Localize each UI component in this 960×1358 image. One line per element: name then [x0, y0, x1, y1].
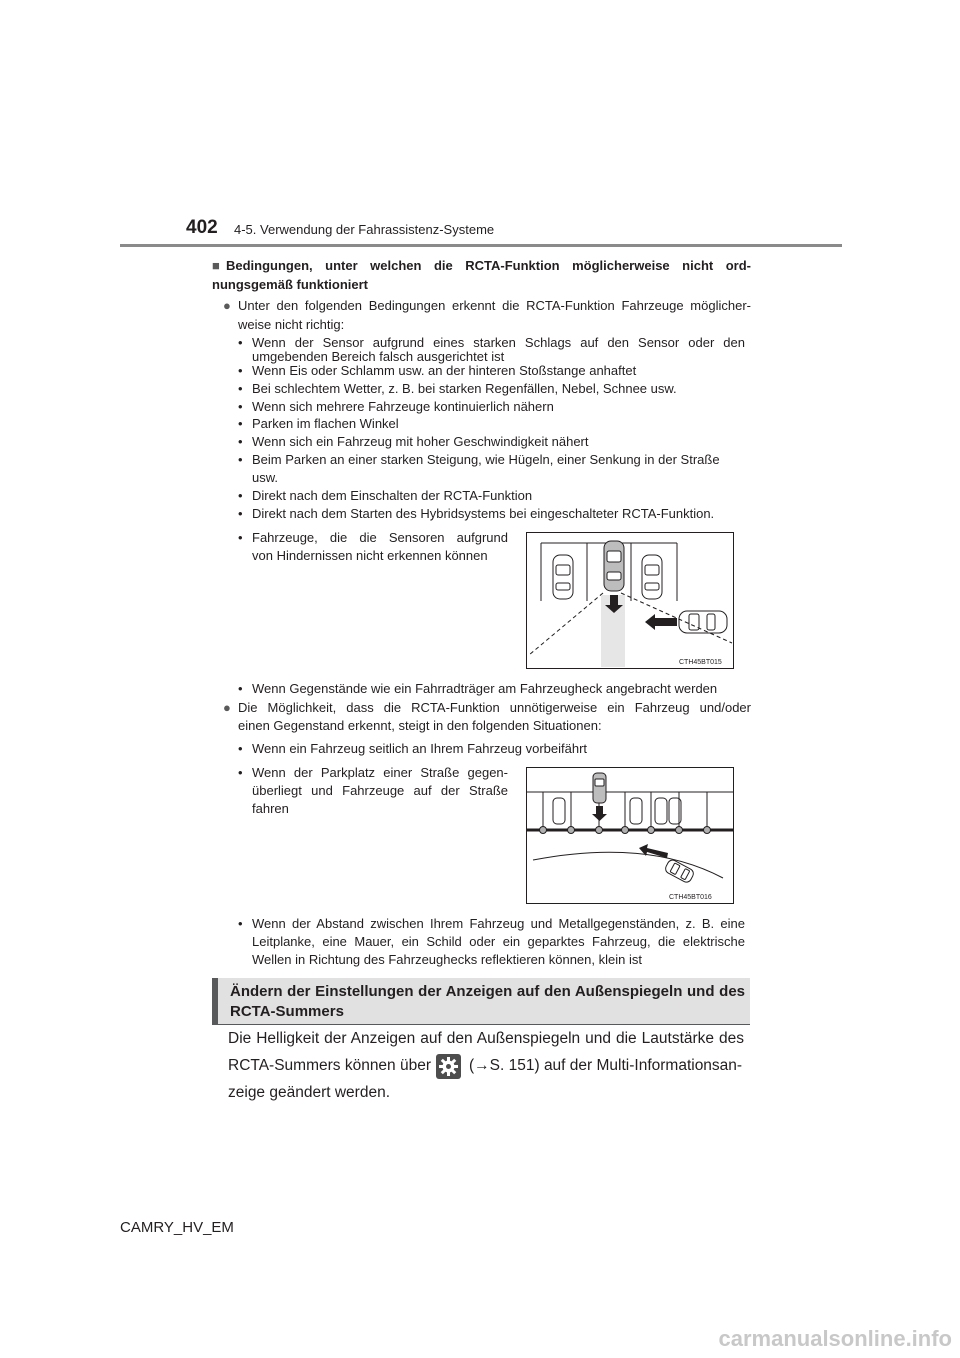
bullet-dot: •: [238, 452, 243, 467]
condition-item: Bei schlechtem Wetter, z. B. bei starken Regenfällen, Nebel, Schnee usw.: [252, 381, 677, 396]
distance-item-line1: Wenn der Abstand zwischen Ihrem Fahrzeug und Metallgegenständen, z. B. eine: [252, 916, 745, 931]
page-number: 402: [186, 217, 218, 238]
model-code: CAMRY_HV_EM: [120, 1219, 234, 1236]
figure-code: CTH45BT015: [679, 659, 722, 666]
bullet-dot: •: [238, 335, 243, 350]
bullet-dot: •: [238, 488, 243, 503]
condition-item: Wenn sich mehrere Fahrzeuge kontinuierlich nähern: [252, 399, 554, 414]
street-item-line3: fahren: [252, 801, 289, 816]
figure-code: CTH45BT016: [669, 894, 712, 901]
condition-item: Direkt nach dem Einschalten der RCTA-Funktion: [252, 488, 533, 503]
conditions-intro-line1: Unter den folgenden Bedingungen erkennt die RCTA-Funktion Fahrzeuge möglicher-: [238, 298, 751, 313]
conditions-heading-line1: Bedingungen, unter welchen die RCTA-Funktion möglicherweise nicht ord-: [226, 258, 751, 273]
bullet-dot: •: [238, 434, 243, 449]
settings-section-header: [212, 978, 750, 1025]
settings-body-line3: zeige geändert werden.: [228, 1084, 391, 1101]
conditions-intro-line2: weise nicht richtig:: [238, 317, 345, 332]
circle-bullet-icon: ●: [223, 298, 231, 313]
bullet-dot: •: [238, 363, 243, 378]
street-item-line2: überliegt und Fahrzeuge auf der Straße: [252, 783, 508, 798]
conditions-heading-line2: nungsgemäß funktioniert: [212, 277, 368, 292]
condition-item: Beim Parken an einer starken Steigung, wie Hügeln, einer Senkung in der Straße: [252, 452, 720, 467]
bullet-dot: •: [238, 399, 243, 414]
distance-item-line2: Leitplanke, eine Mauer, ein Schild oder ein geparktes Fahrzeug, die elektrische: [252, 934, 745, 949]
square-bullet-icon: ■: [212, 258, 220, 273]
distance-item-line3: Wellen in Richtung des Fahrzeughecks reflektieren können, klein ist: [252, 952, 642, 967]
bullet-dot: •: [238, 916, 243, 931]
bullet-dot: •: [238, 381, 243, 396]
settings-body-line2a: RCTA-Summers können über: [228, 1057, 432, 1074]
circle-bullet-icon: ●: [223, 700, 231, 715]
figure-street-parking: [526, 767, 734, 904]
gear-icon: [436, 1054, 461, 1079]
bike-rack-item: Wenn Gegenstände wie ein Fahrradträger am Fahrzeugheck angebracht werden: [252, 681, 718, 696]
obstacle-item-line2: von Hindernissen nicht erkennen können: [252, 548, 488, 563]
bullet-dot: •: [238, 765, 243, 780]
condition-item: Wenn sich ein Fahrzeug mit hoher Geschwindigkeit nähert: [252, 434, 589, 449]
condition-item-cont: usw.: [252, 470, 279, 485]
settings-title-line2: RCTA-Summers: [230, 1003, 344, 1020]
condition-item: Direkt nach dem Starten des Hybridsystems bei eingeschalteter RCTA-Funktion.: [252, 506, 715, 521]
header-divider: [120, 244, 842, 247]
settings-title-line1: Ändern der Einstellungen der Anzeigen auf den Außenspiegeln und des: [230, 983, 745, 1000]
chapter-title: 4-5. Verwendung der Fahrassistenz-Systeme: [234, 222, 495, 237]
obstacle-item-line1: Fahrzeuge, die die Sensoren aufgrund: [252, 530, 508, 545]
bullet-dot: •: [238, 681, 243, 696]
figure-obstructed-sensors: [526, 532, 734, 669]
unnecessary-intro-line1: Die Möglichkeit, dass die RCTA-Funktion unnötigerweise ein Fahrzeug und/oder: [238, 700, 751, 715]
settings-body-line1: Die Helligkeit der Anzeigen auf den Außenspiegeln und die Lautstärke des: [228, 1030, 744, 1047]
condition-item: Wenn Eis oder Schlamm usw. an der hinteren Stoßstange anhaftet: [252, 363, 637, 378]
unnecessary-intro-line2: einen Gegenstand erkennt, steigt in den folgenden Situationen:: [238, 718, 602, 733]
condition-item: Parken im flachen Winkel: [252, 416, 399, 431]
condition-item-cont: umgebenden Bereich falsch ausgerichtet ist: [252, 349, 505, 364]
settings-section-title: [230, 982, 745, 1022]
street-item-line1: Wenn der Parkplatz einer Straße gegen-: [252, 765, 508, 780]
bullet-dot: •: [238, 506, 243, 521]
passing-vehicle-item: Wenn ein Fahrzeug seitlich an Ihrem Fahrzeug vorbeifährt: [252, 741, 588, 756]
bullet-dot: •: [238, 741, 243, 756]
settings-body-line2b: (→S. 151) auf der Multi-Informationsan-: [469, 1057, 743, 1074]
condition-item: Wenn der Sensor aufgrund eines starken Schlags auf den Sensor oder den: [252, 335, 745, 350]
bullet-dot: •: [238, 530, 243, 545]
bullet-dot: •: [238, 416, 243, 431]
parking-diagram: [527, 533, 733, 668]
watermark: carmanualsonline.info: [718, 1326, 952, 1351]
street-diagram: [527, 768, 733, 903]
